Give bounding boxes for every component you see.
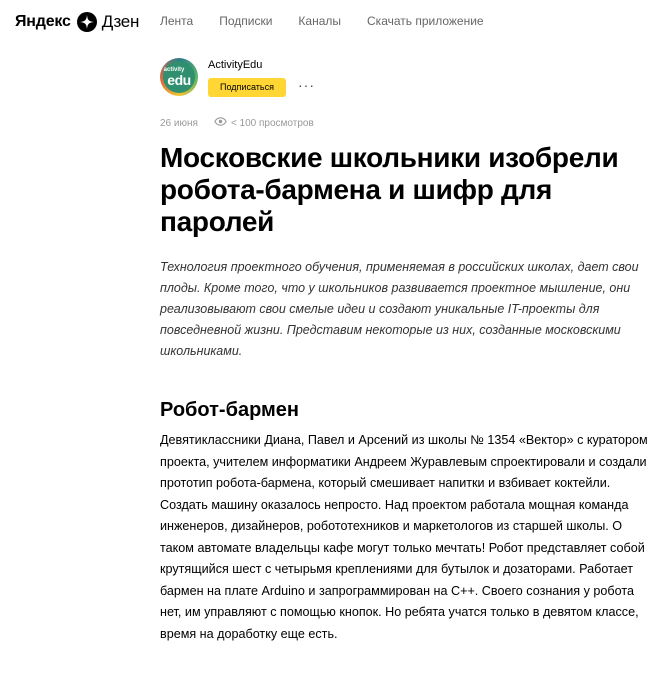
- logo-product: Дзен: [101, 12, 140, 31]
- view-count: < 100 просмотров: [230, 117, 314, 129]
- nav-item-channels[interactable]: Каналы: [298, 14, 342, 28]
- nav-item-subscriptions[interactable]: Подписки: [219, 14, 273, 28]
- nav-item-feed[interactable]: Лента: [160, 14, 194, 28]
- avatar-logo: [160, 58, 198, 96]
- nav-item-download-app[interactable]: Скачать приложение: [367, 14, 484, 28]
- publish-date: 26 июня: [160, 117, 198, 129]
- section-paragraph: Девятиклассники Диана, Павел и Арсений из школы № 1354 «Вектор» с куратором проекта, учителем информатики Андреем Журавлевым спроектировали и создали прототип робота-бармена, который смешивает напитки и взбивает коктейли. Создать машину оказалось непросто. Над проектом работала мощная команда инженеров, дизайнеров, робототехников и маркетологов из старшей школы. О таком автомате владельцы кафе могут только мечтать! Робот представляет собой крутящийся шест с четырьмя креплениями для бутылок и дозаторами. Работает бармен на плате Arduino и запрограммирован на C++. Своего сознания у робота нет, им управляют с помощью кнопок. Но ребята учатся только в девятом классе, время на доработку еще есть.: [160, 433, 648, 641]
- article-title: Московские школьники изобрели робота-бармена и шифр для паролей: [160, 142, 619, 237]
- channel-avatar[interactable]: [160, 58, 198, 96]
- channel-name[interactable]: ActivityEdu: [208, 59, 263, 71]
- top-header: [0, 0, 652, 44]
- article-meta: [160, 117, 314, 129]
- section-heading: Робот-бармен: [160, 399, 300, 421]
- more-icon[interactable]: ···: [298, 77, 315, 93]
- avatar-big-text: edu: [167, 72, 191, 88]
- eye-icon: [214, 117, 227, 129]
- yandex-dzen-logo[interactable]: [15, 10, 139, 34]
- article-lead: Технология проектного обучения, применяемая в российских школах, дает свои плоды. Кроме того, что у школьников развивается проектное мышление, они реализовывают свои смелые идеи и создают уникальные IT-проекты для повседневной жизни. Представим некоторые из них, созданные московскими школьниками.: [160, 260, 639, 358]
- logo-brand: Яндекс: [15, 13, 71, 30]
- main-nav: [160, 14, 510, 28]
- avatar-small-text: activity: [163, 67, 185, 73]
- subscribe-button[interactable]: Подписаться: [208, 78, 286, 97]
- dzen-logo-icon: [77, 12, 97, 32]
